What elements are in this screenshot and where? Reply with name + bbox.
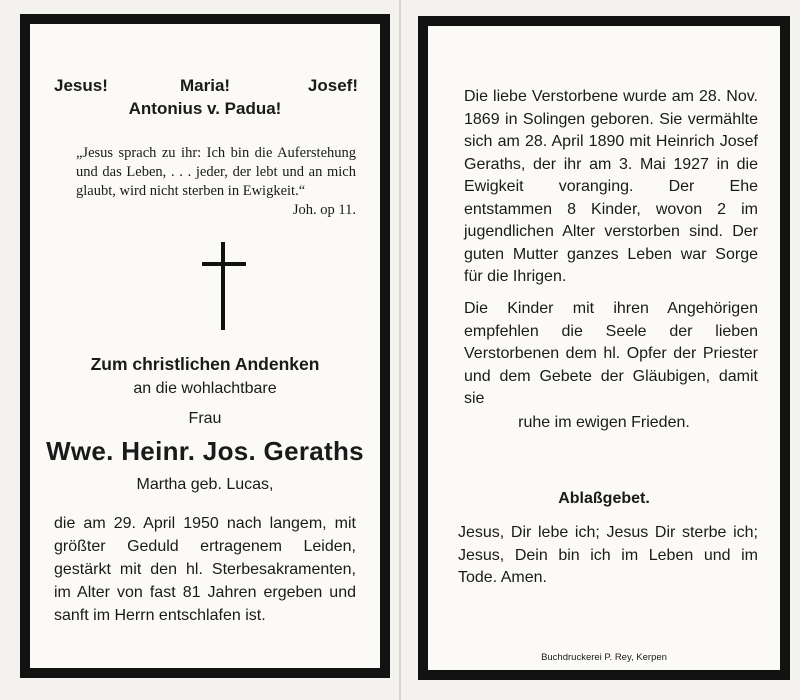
memorial-subtitle: an die wohlachtbare <box>133 380 277 397</box>
death-notice: die am 29. April 1950 nach langem, mit größter Geduld ertragenem Leiden, gestärkt mit den hl. Sterbesakramenten, im Alter von fast 81 Jahren ergeben und sanft im Herrn entschlafen ist. <box>54 515 356 624</box>
right-card <box>418 16 790 680</box>
cross-icon <box>202 242 246 330</box>
quote-text: „Jesus sprach zu ihr: Ich bin die Auferstehung und das Leben, . . . jeder, der lebt und an mich glaubt, wird nicht sterben in Ewigkeit.“ <box>76 145 356 199</box>
biography: Die liebe Verstorbene wurde am 28. Nov. 1869 in Solingen geboren. Sie vermählte sich am 28. April 1890 mit Heinrich Josef Geraths, der ihr am 3. Mai 1927 in die Ewigkeit voranging. Der Ehe entstammen 8 Kinder, wovon 2 im jugendlichen Alter verstorben sind. Der guten Mutter ganzes Leben war Sorge für die Ihrigen. <box>464 88 758 285</box>
name-jesus: Jesus! <box>54 76 108 95</box>
name-maria: Maria! <box>180 76 231 95</box>
left-card <box>20 14 390 678</box>
saint-invocation: Antonius v. Padua! <box>128 99 282 118</box>
commendation: Die Kinder mit ihren Angehörigen empfehlen die Seele der lieben Verstorbenen dem hl. Opfer der Priester und dem Gebete der Gläubigen, damit sie <box>464 300 758 407</box>
bible-quote <box>76 144 356 220</box>
printer-credit: Buchdruckerei P. Rey, Kerpen <box>541 652 667 663</box>
deceased-name: Wwe. Heinr. Jos. Geraths <box>46 436 364 466</box>
name-josef: Josef! <box>307 76 358 95</box>
rest-in-peace: ruhe im ewigen Frieden. <box>518 414 690 431</box>
salutation: Frau <box>188 410 222 427</box>
fold-line <box>399 0 401 700</box>
indulgence-prayer: Jesus, Dir lebe ich; Jesus Dir sterbe ich; Jesus, Dein bin ich im Leben und im Tode. Amen. <box>458 524 758 586</box>
memorial-title: Zum christlichen Andenken <box>90 354 320 374</box>
maiden-name: Martha geb. Lucas, <box>136 476 274 493</box>
prayer-title: Ablaßgebet. <box>558 490 650 507</box>
holy-names <box>54 76 358 96</box>
quote-reference: Joh. op 11. <box>292 202 356 218</box>
